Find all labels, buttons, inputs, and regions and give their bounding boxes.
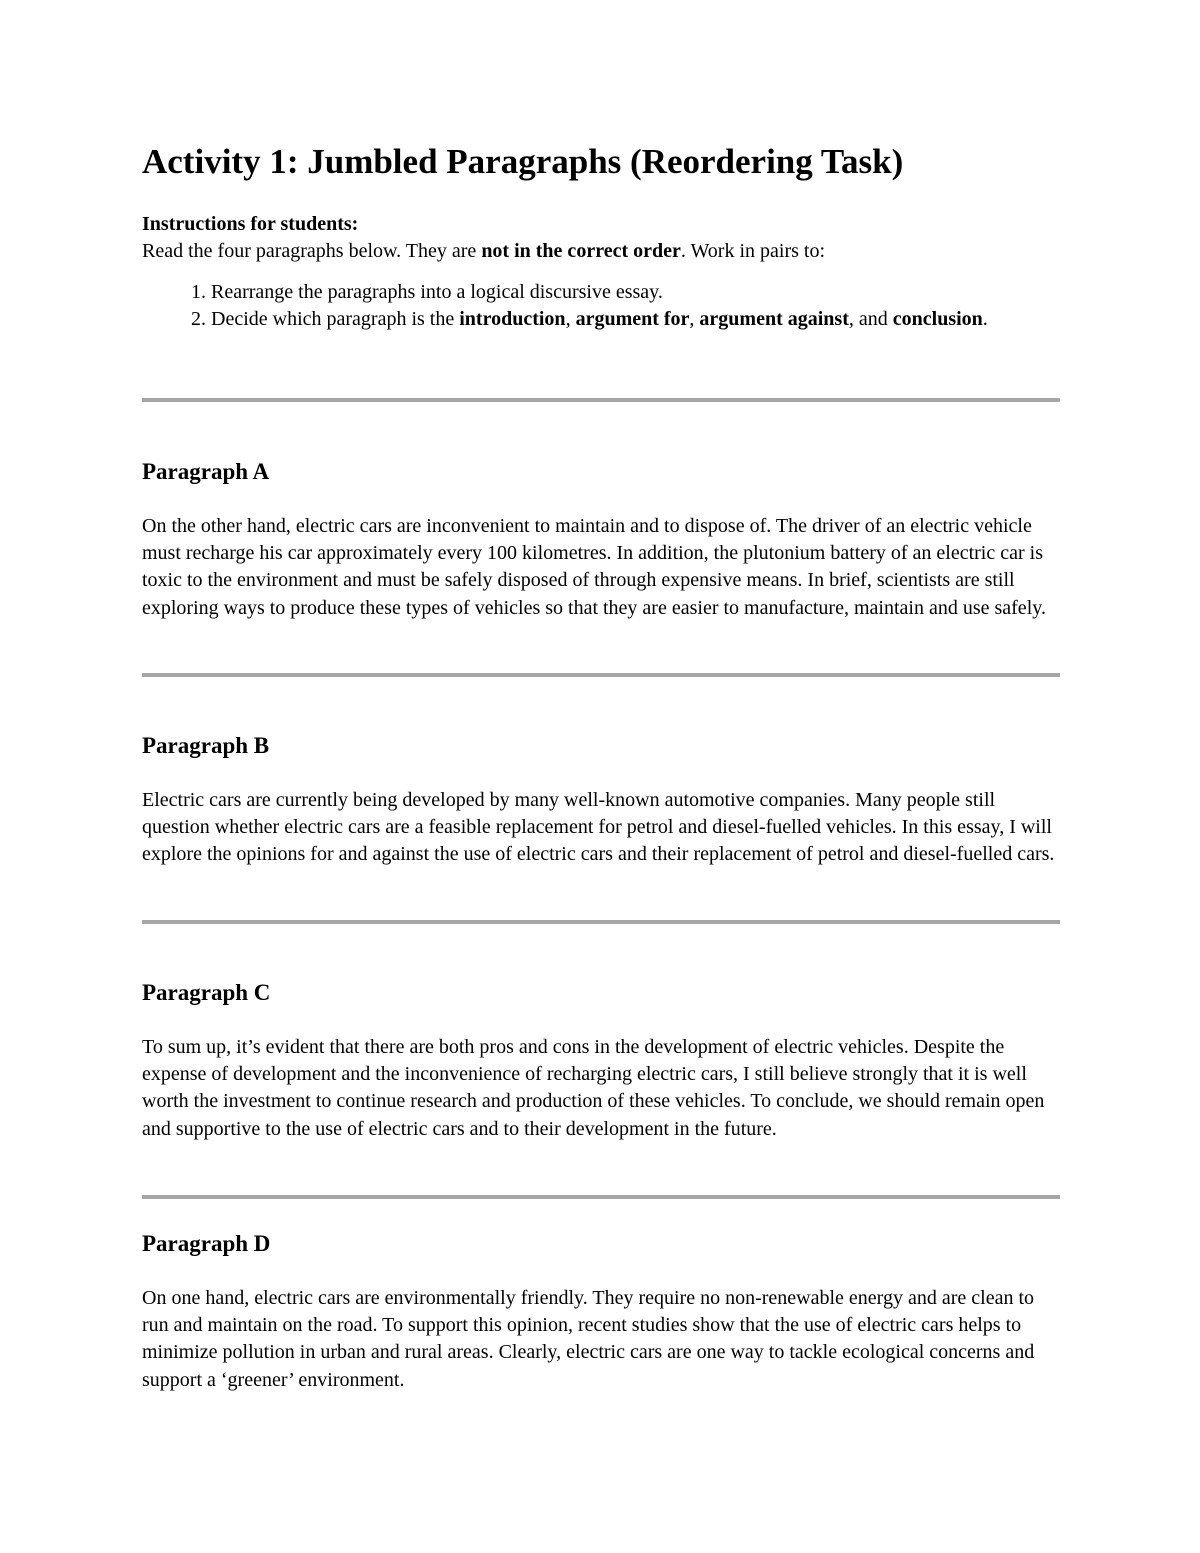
horizontal-rule xyxy=(142,920,1060,924)
paragraph-text: On the other hand, electric cars are inconvenient to maintain and to dispose of. The driver of an electric vehicle must recharge his car approximately every 100 kilometres. In addition, the plutonium battery of an electric car is toxic to the environment and must be safely disposed of through expensive means. In brief, scientists are still exploring ways to produce these types of vehicles so that they are easier to manufacture, maintain and use safely. xyxy=(142,515,1046,619)
step-2: 2. Decide which paragraph is the introduction, argument for, argument against, and conclusion. xyxy=(211,306,1060,333)
paragraph-a xyxy=(142,457,1060,622)
paragraph-text: On one hand, electric cars are environmentally friendly. They require no non-renewable energy and are clean to run and maintain on the road. To support this opinion, recent studies show that the use of electric cars helps to minimize pollution in urban and rural areas. Clearly, electric cars are one way to tackle ecological concerns and support a ‘greener’ environment. xyxy=(142,1287,1035,1391)
paragraph-text: To sum up, it’s evident that there are both pros and cons in the development of electric vehicles. Despite the expense of development and the inconvenience of recharging electric cars, I still believe strongly that it is well worth the investment to continue research and production of these vehicles. To conclude, we should remain open and supportive to the use of electric cars and to their development in the future. xyxy=(142,1036,1045,1140)
instructions-steps xyxy=(142,279,1060,333)
paragraph-c xyxy=(142,978,1060,1143)
horizontal-rule xyxy=(142,673,1060,677)
paragraph-b xyxy=(142,731,1060,869)
horizontal-rule xyxy=(142,1195,1060,1199)
paragraph-heading: Paragraph A xyxy=(142,459,270,484)
paragraph-heading: Paragraph C xyxy=(142,980,271,1005)
paragraph-text: Electric cars are currently being developed by many well-known automotive companies. Many people still question whether electric cars are a feasible replacement for petrol and diesel-fuelled vehicles. In this essay, I will explore the opinions for and against the use of electric cars and their replacement of petrol and diesel-fuelled cars. xyxy=(142,789,1055,866)
paragraph-d xyxy=(142,1229,1060,1394)
page-title: Activity 1: Jumbled Paragraphs (Reordering Task) xyxy=(142,142,904,181)
instructions-section xyxy=(142,211,1060,333)
instructions-intro: Read the four paragraphs below. They are not in the correct order. Work in pairs to: xyxy=(142,240,825,262)
step-1: 1. Rearrange the paragraphs into a logical discursive essay. xyxy=(211,279,1060,306)
paragraph-heading: Paragraph B xyxy=(142,733,270,758)
paragraph-heading: Paragraph D xyxy=(142,1231,271,1256)
horizontal-rule xyxy=(142,398,1060,402)
instructions-heading: Instructions for students: xyxy=(142,213,359,235)
